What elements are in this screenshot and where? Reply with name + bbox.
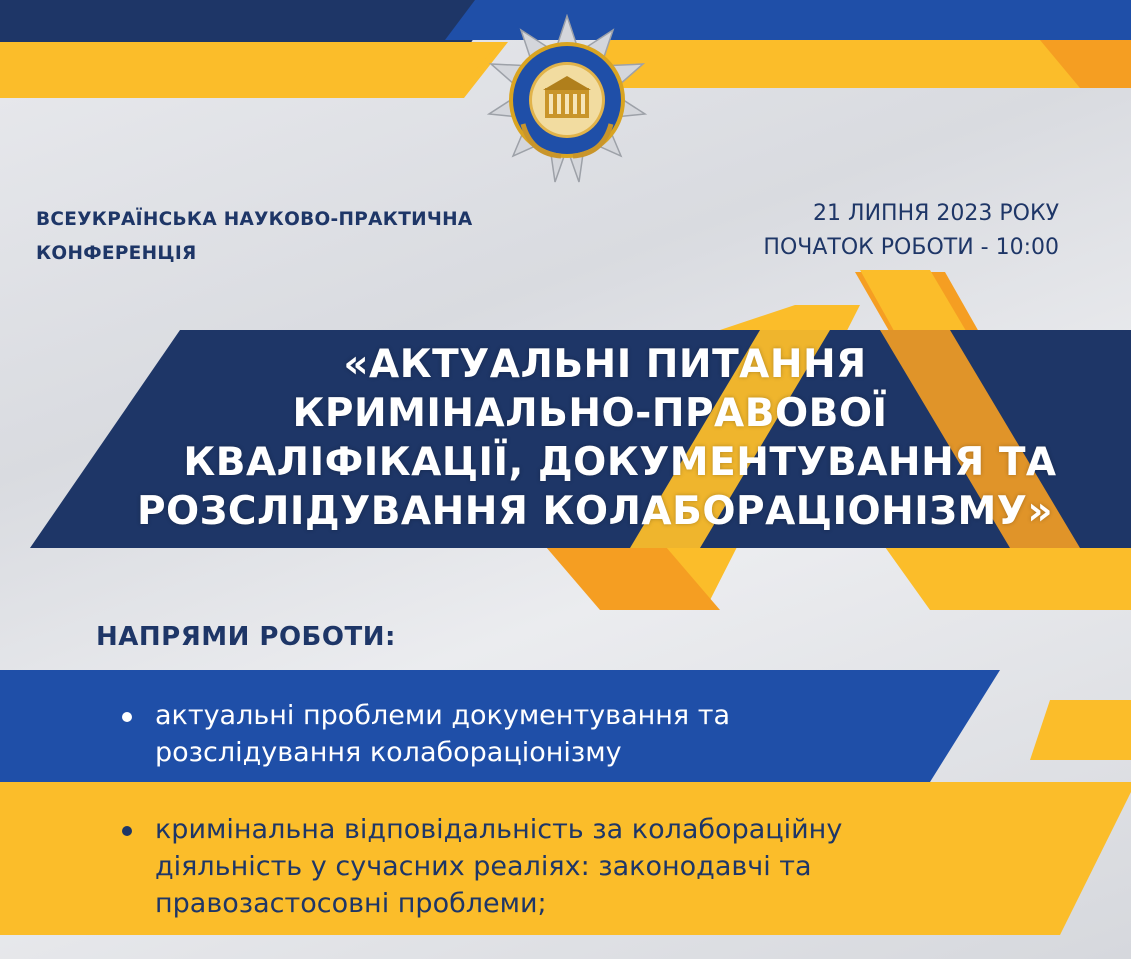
direction-item-text (155, 697, 730, 771)
direction-item-line: діяльність у сучасних реаліях: законодавчі та (155, 851, 812, 882)
conference-schedule (763, 197, 1059, 265)
conference-start-time: ПОЧАТОК РОБОТИ - 10:00 (763, 235, 1059, 260)
conference-title (60, 340, 1120, 536)
directions-heading: НАПРЯМИ РОБОТИ: (96, 622, 396, 652)
right-yellow-stripe (1030, 700, 1131, 760)
title-line3: КВАЛІФІКАЦІЇ, ДОКУМЕНТУВАННЯ ТА (183, 440, 1057, 485)
university-emblem (483, 14, 651, 186)
direction-item-line: правозастосовні проблеми; (155, 888, 547, 919)
title-line4: РОЗСЛІДУВАННЯ КОЛАБОРАЦІОНІЗМУ» (136, 489, 1054, 534)
direction-item (122, 811, 842, 922)
direction-item (122, 697, 730, 771)
conference-date: 21 ЛИПНЯ 2023 РОКУ (813, 201, 1059, 226)
direction-item-text (155, 811, 842, 922)
conference-type (36, 203, 596, 271)
title-line2: КРИМІНАЛЬНО-ПРАВОВОЇ (292, 391, 888, 436)
direction-item-line: актуальні проблеми документування та (155, 700, 731, 731)
conference-type-line1: ВСЕУКРАЇНСЬКА НАУКОВО-ПРАКТИЧНА (36, 209, 473, 230)
title-line1: «АКТУАЛЬНІ ПИТАННЯ (343, 342, 867, 387)
conference-type-line2: КОНФЕРЕНЦІЯ (36, 243, 197, 264)
direction-item-line: розслідування колабораціонізму (155, 737, 622, 768)
bullet-icon (122, 826, 132, 836)
item2-band-top (0, 782, 1060, 800)
direction-item-line: кримінальна відповідальність за колабораційну (155, 814, 843, 845)
bullet-icon (122, 712, 132, 722)
ribbon-yellow-mid (880, 540, 1131, 610)
